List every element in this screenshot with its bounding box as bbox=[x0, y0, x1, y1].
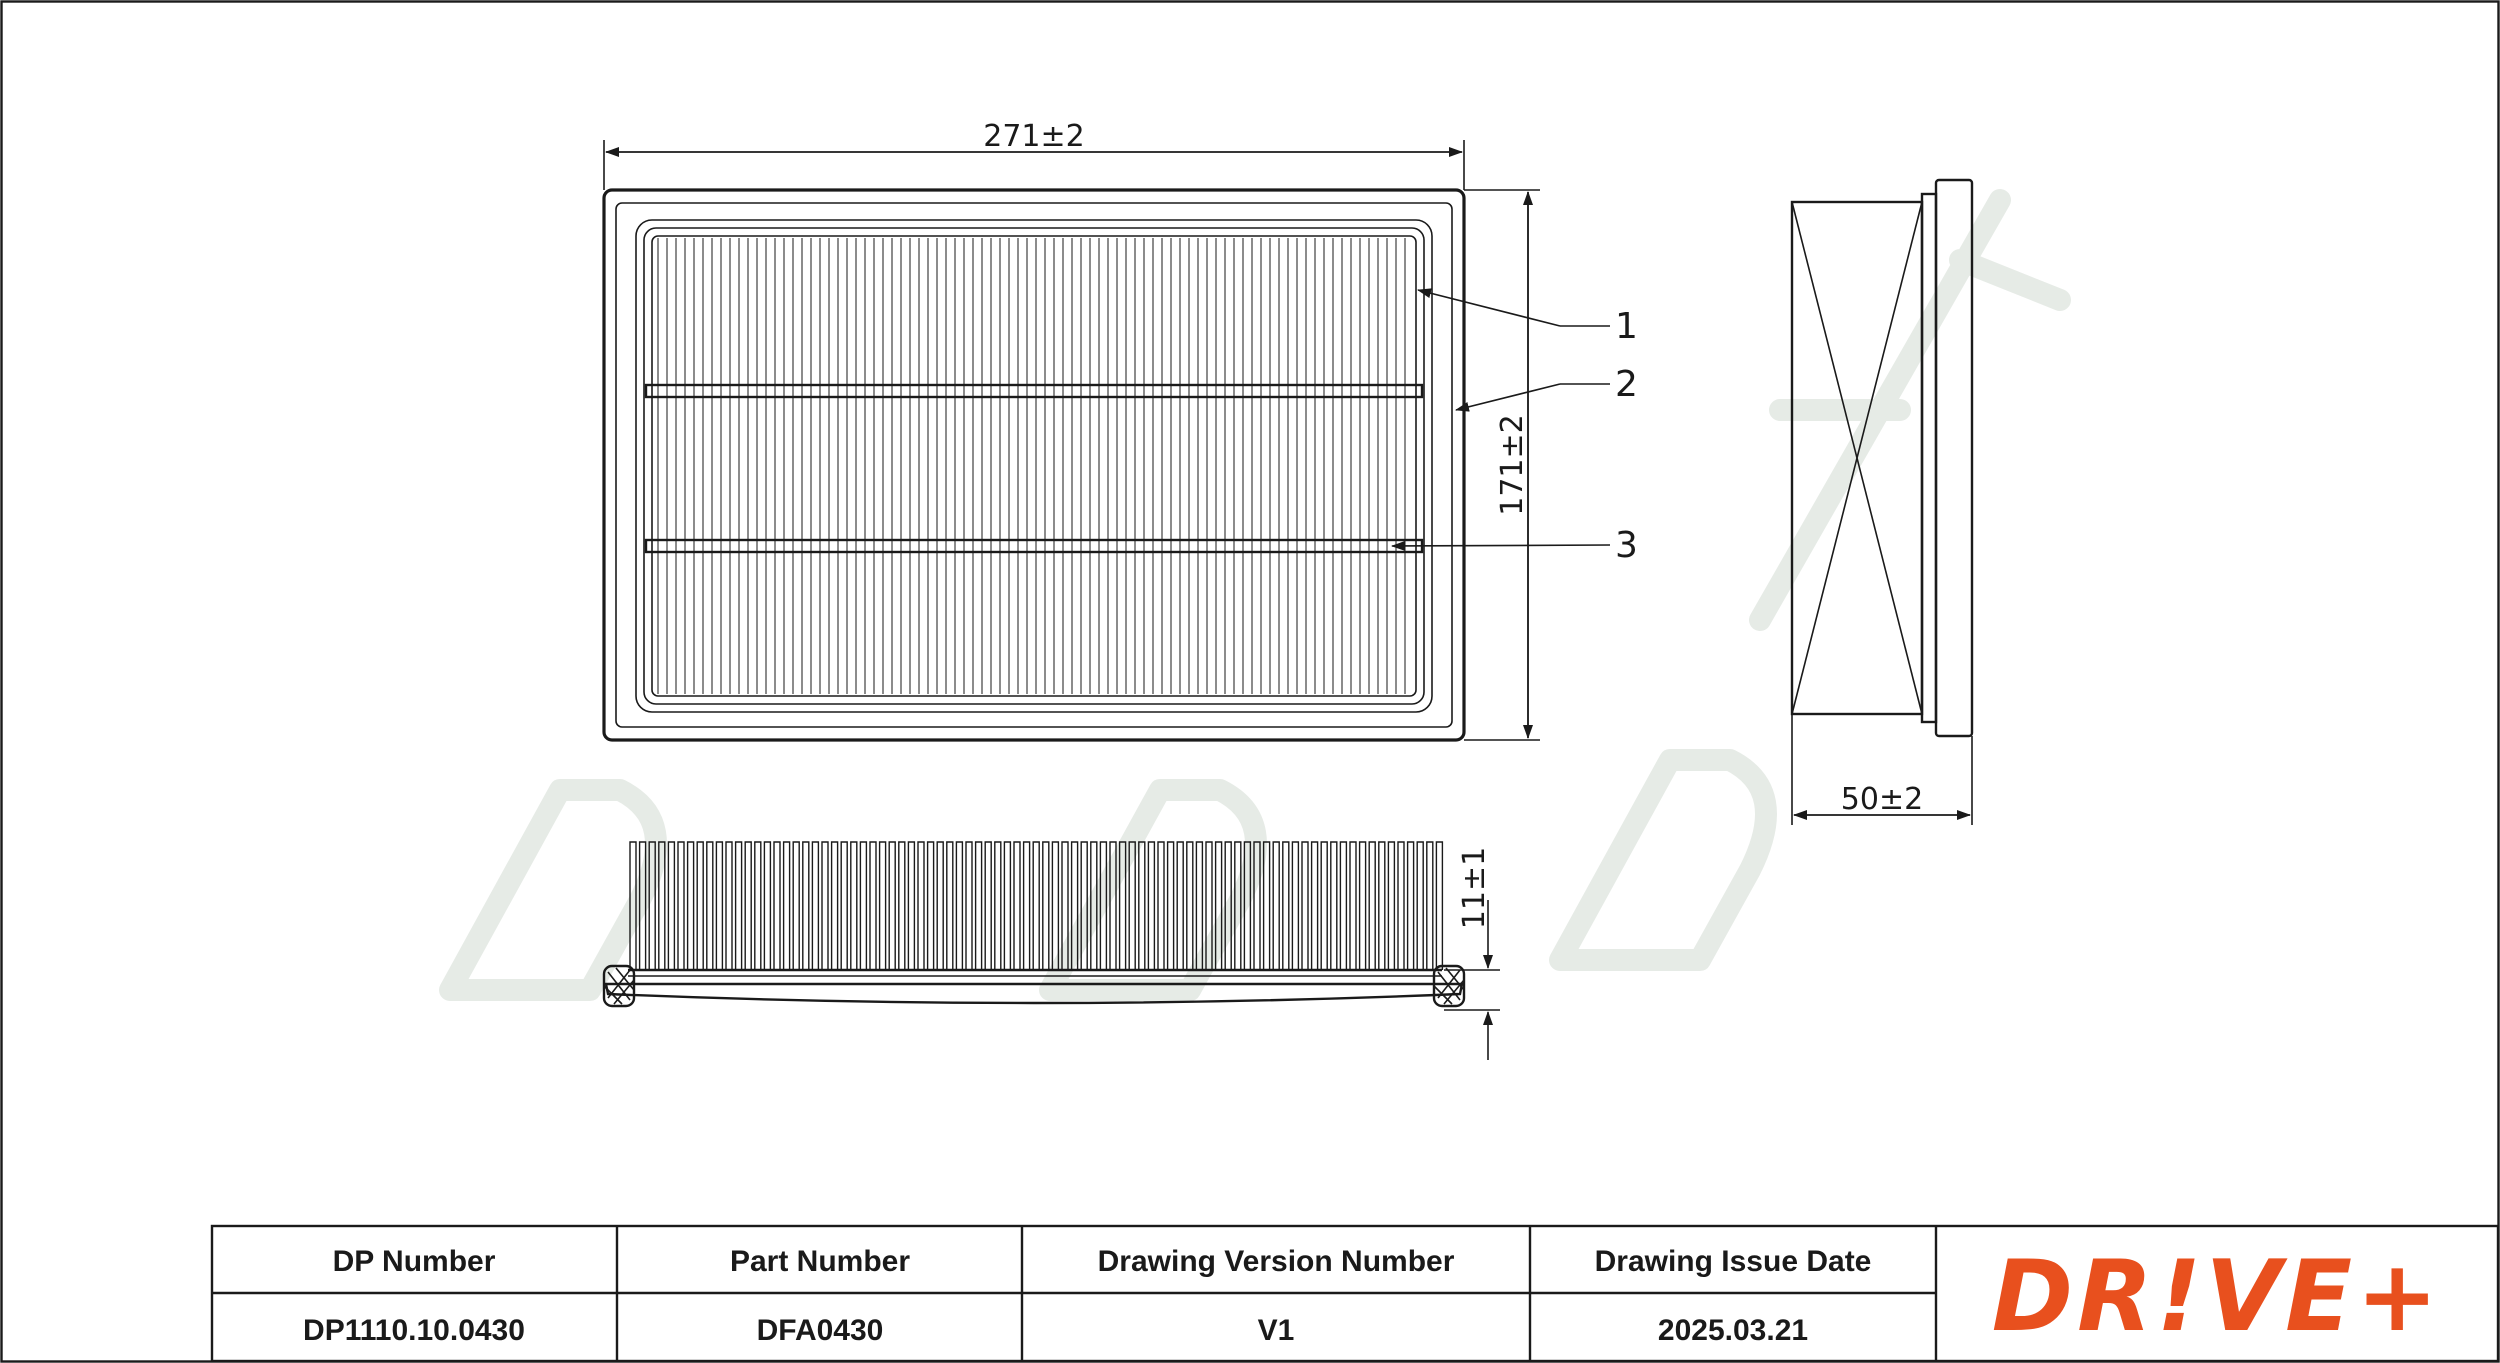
section-pleat bbox=[1321, 842, 1327, 970]
section-pleat bbox=[832, 842, 838, 970]
section-pleat bbox=[745, 842, 751, 970]
side-view bbox=[1792, 180, 1972, 736]
section-pleat bbox=[1177, 842, 1183, 970]
section-pleat bbox=[764, 842, 770, 970]
header-drawing-version: Drawing Version Number bbox=[1097, 1245, 1455, 1278]
pleat-height-label: 11±1 bbox=[1457, 846, 1492, 930]
section-pleat bbox=[688, 842, 694, 970]
section-pleat bbox=[985, 842, 991, 970]
section-pleat bbox=[1302, 842, 1308, 970]
section-pleat bbox=[822, 842, 828, 970]
value-dp-number: DP1110.10.0430 bbox=[303, 1314, 525, 1347]
section-pleat bbox=[668, 842, 674, 970]
height-dimension bbox=[1464, 190, 1540, 740]
header-issue-date: Drawing Issue Date bbox=[1594, 1245, 1872, 1278]
width-dimension bbox=[604, 119, 1464, 190]
width-label: 271±2 bbox=[983, 119, 1085, 154]
section-pleat bbox=[880, 842, 886, 970]
section-pleat bbox=[1340, 842, 1346, 970]
front-view bbox=[604, 190, 1464, 740]
section-pleats bbox=[630, 842, 1442, 970]
section-pleat bbox=[803, 842, 809, 970]
section-pleat bbox=[928, 842, 934, 970]
section-pleat bbox=[697, 842, 703, 970]
section-pleat bbox=[1427, 842, 1433, 970]
section-pleat bbox=[1168, 842, 1174, 970]
section-pleat bbox=[889, 842, 895, 970]
section-pleat bbox=[1273, 842, 1279, 970]
section-pleat bbox=[995, 842, 1001, 970]
drive-watermark bbox=[450, 200, 2060, 990]
depth-label: 50±2 bbox=[1840, 782, 1924, 817]
section-pleat bbox=[841, 842, 847, 970]
section-pleat bbox=[947, 842, 953, 970]
header-part-number: Part Number bbox=[729, 1245, 911, 1278]
section-pleat bbox=[1292, 842, 1298, 970]
value-issue-date: 2025.03.21 bbox=[1657, 1314, 1809, 1347]
filter-pleats bbox=[658, 238, 1405, 694]
callout-3 bbox=[1392, 525, 1638, 566]
value-drawing-version: V1 bbox=[1257, 1314, 1295, 1347]
height-label: 171±2 bbox=[1495, 414, 1530, 516]
callout-2-label: 2 bbox=[1615, 364, 1638, 405]
section-pleat bbox=[716, 842, 722, 970]
section-pleat bbox=[1004, 842, 1010, 970]
value-part-number: DFA0430 bbox=[756, 1314, 884, 1347]
callout-1-label: 1 bbox=[1615, 306, 1638, 347]
section-pleat bbox=[1158, 842, 1164, 970]
section-pleat bbox=[908, 842, 914, 970]
section-pleat bbox=[812, 842, 818, 970]
depth-dimension bbox=[1792, 714, 1972, 825]
seal-inner bbox=[644, 228, 1424, 704]
section-pleat bbox=[1014, 842, 1020, 970]
section-pleat bbox=[1388, 842, 1394, 970]
section-pleat bbox=[1331, 842, 1337, 970]
section-pleat bbox=[784, 842, 790, 970]
section-pleat bbox=[976, 842, 982, 970]
section-pleat bbox=[1398, 842, 1404, 970]
sheet-border bbox=[2, 2, 2499, 1362]
section-pleat bbox=[870, 842, 876, 970]
section-pleat bbox=[1360, 842, 1366, 970]
section-pleat bbox=[726, 842, 732, 970]
section-pleat bbox=[956, 842, 962, 970]
section-pleat bbox=[1052, 842, 1058, 970]
section-view bbox=[604, 842, 1464, 1006]
section-pleat bbox=[966, 842, 972, 970]
section-pleat bbox=[1408, 842, 1414, 970]
inner-frame bbox=[616, 203, 1452, 727]
section-pleat bbox=[1379, 842, 1385, 970]
drive-logo: DR!VE+ bbox=[1991, 1240, 2443, 1354]
section-pleat bbox=[1369, 842, 1375, 970]
section-pleat bbox=[1312, 842, 1318, 970]
section-pleat bbox=[1417, 842, 1423, 970]
pleat-height-dimension bbox=[1444, 847, 1500, 1060]
section-pleat bbox=[1283, 842, 1289, 970]
section-pleat bbox=[1043, 842, 1049, 970]
section-pleat bbox=[707, 842, 713, 970]
pleat-area bbox=[652, 236, 1416, 696]
section-pleat bbox=[1187, 842, 1193, 970]
outer-frame bbox=[604, 190, 1464, 740]
section-pleat bbox=[1436, 842, 1442, 970]
section-pleat bbox=[860, 842, 866, 970]
section-pleat bbox=[1024, 842, 1030, 970]
header-dp-number: DP Number bbox=[332, 1245, 496, 1278]
section-pleat bbox=[918, 842, 924, 970]
section-pleat bbox=[678, 842, 684, 970]
section-pleat bbox=[899, 842, 905, 970]
callout-3-label: 3 bbox=[1615, 525, 1638, 566]
callout-2 bbox=[1456, 364, 1638, 410]
section-pleat bbox=[774, 842, 780, 970]
section-pleat bbox=[1350, 842, 1356, 970]
section-pleat bbox=[1148, 842, 1154, 970]
title-block bbox=[212, 1226, 2498, 1361]
section-pleat bbox=[736, 842, 742, 970]
section-pleat bbox=[1139, 842, 1145, 970]
section-pleat bbox=[851, 842, 857, 970]
section-pleat bbox=[937, 842, 943, 970]
section-pleat bbox=[1033, 842, 1039, 970]
section-pleat bbox=[793, 842, 799, 970]
seal-outer bbox=[636, 220, 1432, 712]
section-pleat bbox=[755, 842, 761, 970]
